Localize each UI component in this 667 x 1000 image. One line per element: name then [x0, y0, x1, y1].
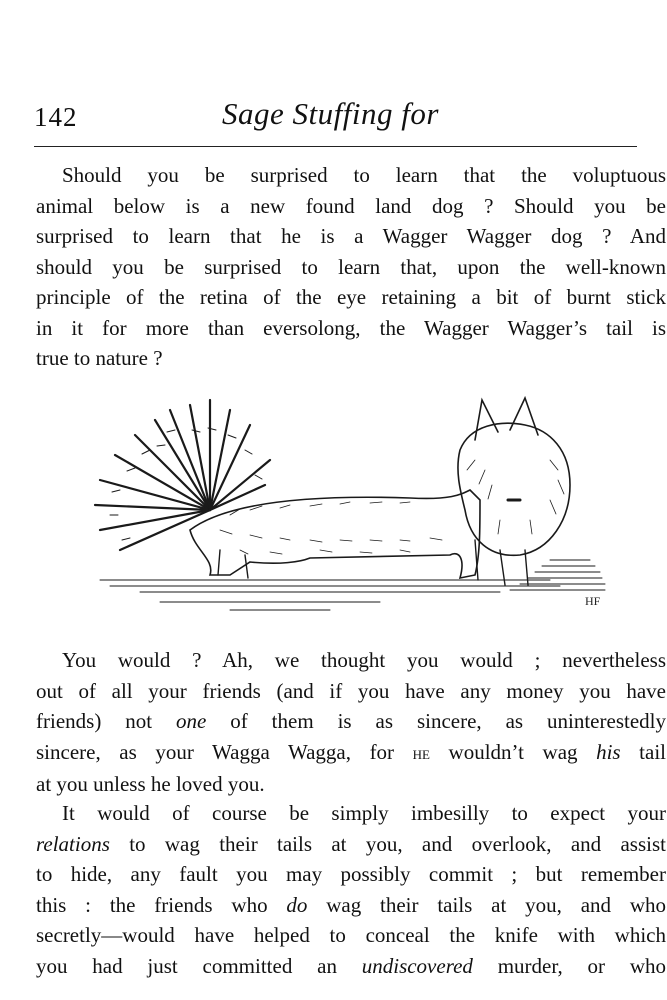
p2-l4-a: sincere, as your Wagga Wagga, for [36, 739, 413, 764]
paragraph-2-line-2: out of all your friends (and if you have any money you have [36, 678, 666, 703]
p3-l4-a: this : the friends who [36, 892, 287, 917]
wagger-dog-engraving [80, 390, 620, 630]
p3-l6-c: murder, or who [472, 953, 666, 978]
paragraph-2-line-4 [36, 737, 666, 770]
p2-l4-e: tail [620, 739, 666, 764]
paragraph-2-line-3 [36, 706, 666, 737]
running-head: Sage Stuffing for [222, 96, 439, 131]
paragraph-3-line-4 [36, 890, 666, 921]
engraver-signature: HF [585, 594, 601, 608]
paragraph-1-line-5: principle of the retina of the eye retaining a bit of burnt stick [36, 285, 666, 309]
paragraph-1-line-6: in it for more than eversolong, the Wagger Wagger’s tail is [36, 315, 666, 340]
paragraph-2 [36, 645, 666, 800]
p2-l3-italic-one: one [176, 709, 207, 733]
p2-l3-a: friends) not [36, 709, 176, 733]
right-ear [510, 398, 538, 435]
p3-l2-b: to wag their tails at you, and overlook, and assist [109, 831, 666, 856]
dog-head [458, 423, 570, 555]
head-fur [467, 460, 564, 534]
paragraph-3-line-3: to hide, any fault you may possibly commit ; but remember [36, 862, 666, 886]
body-fur [220, 502, 442, 554]
p2-l4-italic-his: his [596, 739, 621, 764]
paragraph-2-line-5: at you unless he loved you. [36, 772, 265, 796]
paragraph-3-line-2 [36, 829, 666, 860]
paragraph-1-line-2: animal below is a new found land dog ? Should you be [36, 193, 666, 218]
page-header [34, 96, 637, 140]
paragraph-2-line-1: You would ? Ah, we thought you would ; nevertheless [62, 648, 666, 672]
dog-illustration [80, 390, 620, 630]
dog-body [190, 490, 480, 578]
paragraph-1-line-3: surprised to learn that he is a Wagger Wagger dog ? And [36, 224, 666, 248]
paragraph-3-line-1: It would of course be simply imbesilly to expect your [62, 801, 666, 825]
fan-tail [95, 400, 270, 550]
paragraph-3-line-5: secretly—would have helped to conceal the knife with which [36, 923, 666, 947]
paragraph-1-line-4: should you be surprised to learn that, upon the well-known [36, 254, 666, 279]
paragraph-3-line-6 [36, 951, 666, 982]
p2-l3-c: of them is as sincere, as uninterestedly [206, 709, 666, 733]
paragraph-3 [36, 798, 666, 981]
p3-l4-italic-do: do [286, 892, 308, 917]
paragraph-1-line-1: Should you be surprised to learn that the voluptuous [62, 163, 666, 187]
ground-shading [100, 560, 605, 610]
paragraph-1 [36, 160, 666, 374]
p3-l6-a: you had just committed an [36, 953, 362, 978]
front-legs [475, 540, 528, 585]
page-number: 142 [34, 102, 78, 132]
left-ear [475, 400, 498, 440]
p3-l2-italic-relations: relations [36, 831, 110, 856]
p3-l4-c: wag their tails at you, and who [307, 892, 666, 917]
p2-l4-c: wouldn’t wag [429, 739, 597, 764]
header-rule [34, 146, 637, 147]
paragraph-1-line-7: true to nature ? [36, 346, 163, 370]
p2-l4-smallcaps-he: he [412, 742, 430, 764]
p3-l6-italic-undiscovered: undiscovered [361, 953, 473, 978]
